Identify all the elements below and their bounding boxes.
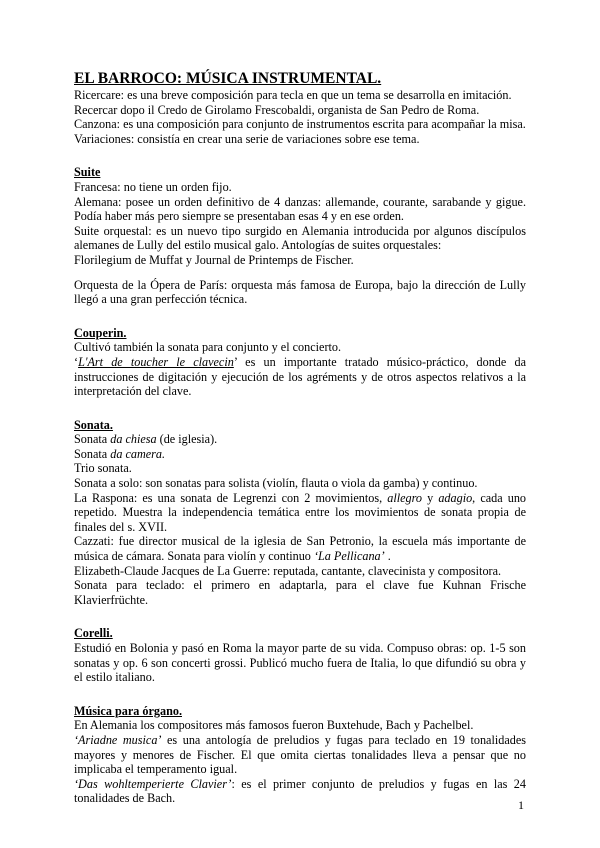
sonata-elizabeth: Elizabeth-Claude Jacques de La Guerre: reputada, cantante, clavecinista y compositora. [74, 563, 502, 578]
sonata-trio: Trio sonata. [74, 461, 132, 476]
quote-open: ‘ [74, 354, 79, 369]
chiesa-pre: Sonata [74, 432, 111, 447]
recercar-line: Recercar dopo il Credo de Girolamo Frescobaldi, organista de San Pedro de Roma. [74, 102, 480, 117]
sonata-cazzati [74, 534, 526, 563]
corelli-heading: Corelli. [74, 626, 113, 641]
organo-ariadne [74, 733, 526, 777]
cazzati-b: . [384, 549, 391, 564]
couperin-heading: Couperin. [74, 325, 127, 340]
suite-florilegium: Florilegium de Muffat y Journal de Printemps de Fischer. [74, 252, 354, 267]
ariadne-italic: ‘Ariadne musica’ [74, 732, 162, 747]
raspona-y: y [422, 490, 439, 505]
das-rest: : es el primer conjunto de preludios y fugas en las 24 tonalidades de Bach. [74, 776, 526, 806]
page-content [74, 70, 526, 806]
camera-italic: da camera. [110, 446, 166, 461]
ariadne-rest: es una antología de preludios y fugas para teclado en 19 tonalidades mayores y menores de Fischer. El que omita ciertas tonalidades lleva a pensar que no implicaba el temperamento igual. [74, 732, 526, 777]
organo-line1: En Alemania los compositores más famosos fueron Buxtehude, Bach y Pachelbel. [74, 718, 474, 733]
sonata-raspona [74, 491, 526, 535]
suite-orquestal: Suite orquestal: es un nuevo tipo surgido en Alemania introducida por algunos discípulos alemanes de Lully del estilo musical galo. Antologías de suites orquestales: [74, 223, 526, 253]
couperin-line2-rest: es un importante tratado músico-práctico, donde da instrucciones de digitación y ejecución de los agréments y de otros aspectos relativos a la interpretación del clave. [74, 354, 526, 399]
couperin-line2 [74, 355, 526, 399]
organo-heading: Música para órgano. [74, 703, 182, 718]
variaciones-line: Variaciones: consistía en crear una serie de variaciones sobre ese tema. [74, 131, 420, 146]
ricercare-line: Ricercare: es una breve composición para tecla en que un tema se desarrolla en imitación. [74, 88, 512, 102]
raspona-allegro: allegro [387, 490, 423, 505]
suite-heading: Suite [74, 165, 101, 180]
cazzati-italic: ‘La Pellicana’ [313, 549, 385, 564]
sonata-teclado: Sonata para teclado: el primero en adaptarla, para el clave fue Kuhnan Frische Klavierfrüchte. [74, 578, 526, 607]
suite-francesa: Francesa: no tiene un orden fijo. [74, 179, 232, 194]
couperin-line1: Cultivó también la sonata para conjunto y el concierto. [74, 340, 342, 355]
das-italic: ‘Das wohltemperierte Clavier’ [74, 776, 232, 791]
sonata-heading: Sonata. [74, 417, 113, 432]
organo-das [74, 777, 526, 806]
sonata-chiesa [74, 432, 526, 447]
page-title: EL BARROCO: MÚSICA INSTRUMENTAL. [74, 70, 382, 87]
cazzati-a: Cazzati: fue director musical de la iglesia de San Petronio, la escuela más importante de música de cámara. Sonata para violín y continuo [74, 534, 526, 564]
quote-close: ’ [233, 354, 237, 369]
orquesta-opera: Orquesta de la Ópera de París: orquesta más famosa de Europa, bajo la dirección de Lully llegó a una gran perfección técnica. [74, 277, 526, 307]
chiesa-italic: da chiesa [110, 432, 157, 447]
chiesa-post: (de iglesia). [156, 432, 218, 447]
raspona-b: , cada uno repetido. Muestra la independencia temática entre los movimientos de sonata propia de finales del s. XVII. [74, 490, 527, 534]
sonata-camera [74, 447, 526, 462]
raspona-a: La Raspona: es una sonata de Legrenzi con 2 movimientos, [74, 490, 388, 505]
corelli-text: Estudió en Bolonia y pasó en Roma la mayor parte de su vida. Compuso obras: op. 1-5 son sonatas y op. 6 son concerti grossi. Publicó mucho fuera de Italia, lo que difundió su obra y el estilo italiano. [74, 641, 526, 685]
sonata-solo: Sonata a solo: son sonatas para solista (violín, flauta o viola da gamba) y continuo. [74, 476, 478, 491]
page-number: 1 [518, 798, 524, 812]
raspona-adagio: adagio [438, 490, 473, 505]
suite-alemana: Alemana: posee un orden definitivo de 4 danzas: allemande, courante, sarabande y gigue. Podía haber más pero siempre se presentaban esas 4 y en ese orden. [74, 194, 526, 224]
canzona-line: Canzona: es una composición para conjunto de instrumentos escrita para acompañar la misa. [74, 117, 526, 132]
art-title: L'Art de toucher le clavecin [78, 354, 234, 369]
camera-pre: Sonata [74, 446, 111, 461]
